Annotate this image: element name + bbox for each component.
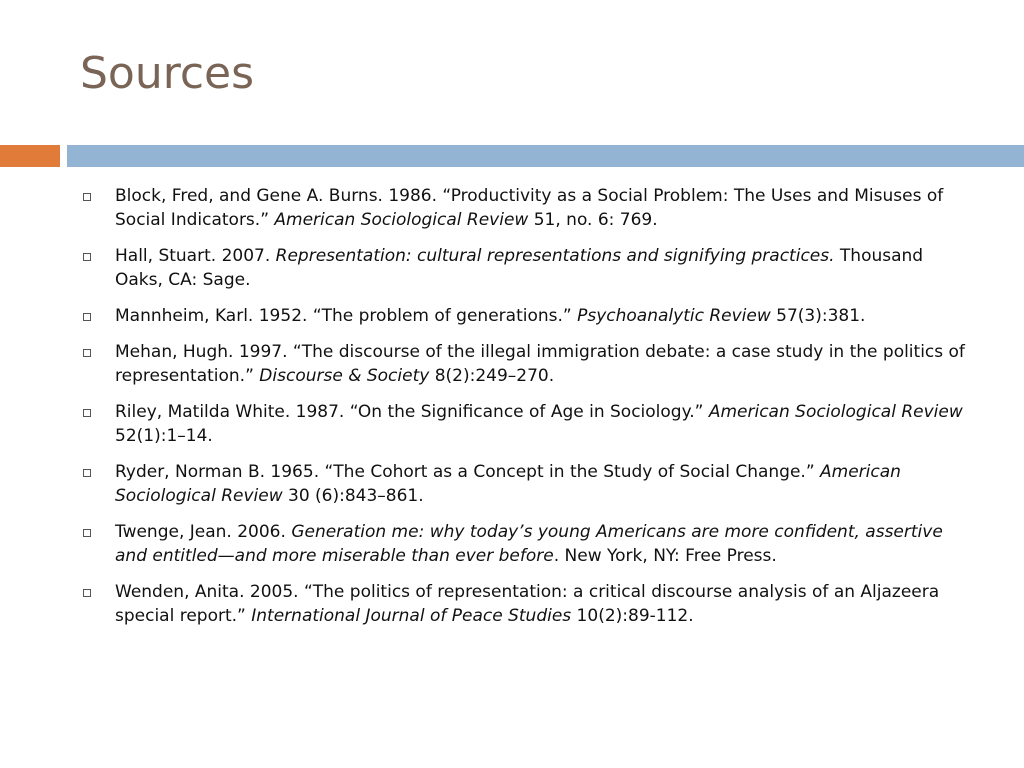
reference-item <box>80 244 976 292</box>
square-bullet-icon <box>83 193 91 201</box>
reference-item <box>80 460 976 508</box>
reference-item <box>80 400 976 448</box>
reference-text: Mehan, Hugh. 1997. “The discourse of the illegal immigration debate: a case study in the politics of representation.” <box>115 342 965 386</box>
reference-text: Mannheim, Karl. 1952. “The problem of generations.” <box>115 306 578 326</box>
reference-text: Ryder, Norman B. 1965. “The Cohort as a Concept in the Study of Social Change.” <box>115 462 821 482</box>
title-divider-bar <box>67 145 1024 167</box>
reference-source: American Sociological Review <box>115 462 901 506</box>
square-bullet-icon <box>83 469 91 477</box>
square-bullet-icon <box>83 313 91 321</box>
reference-item <box>80 184 976 232</box>
reference-source: Generation me: why today’s young Americans are more confident, assertive and entitled—and more miserable than ever before <box>115 522 943 566</box>
square-bullet-icon <box>83 409 91 417</box>
reference-list <box>80 184 976 640</box>
reference-text: Riley, Matilda White. 1987. “On the Significance of Age in Sociology.” <box>115 402 709 422</box>
reference-details: 51, no. 6: 769. <box>528 210 658 230</box>
square-bullet-icon <box>83 589 91 597</box>
reference-details: Thousand Oaks, CA: Sage. <box>115 246 924 290</box>
reference-source: Representation: cultural representations and signifying practices. <box>275 246 835 266</box>
reference-item <box>80 580 976 628</box>
square-bullet-icon <box>83 529 91 537</box>
reference-details: 30 (6):843–861. <box>282 486 424 506</box>
reference-text: Hall, Stuart. 2007. <box>115 246 276 266</box>
reference-text: Block, Fred, and Gene A. Burns. 1986. “Productivity as a Social Problem: The Uses and Misuses of Social Indicators.” <box>115 186 944 230</box>
reference-source: Discourse & Society <box>259 366 430 386</box>
reference-details: 57(3):381. <box>770 306 866 326</box>
reference-details: 10(2):89-112. <box>571 606 694 626</box>
square-bullet-icon <box>83 253 91 261</box>
title-divider-accent <box>0 145 60 167</box>
reference-details: 8(2):249–270. <box>429 366 555 386</box>
reference-source: International Journal of Peace Studies <box>251 606 572 626</box>
square-bullet-icon <box>83 349 91 357</box>
reference-source: Psychoanalytic Review <box>577 306 771 326</box>
reference-details: . New York, NY: Free Press. <box>553 546 777 566</box>
reference-source: American Sociological Review <box>274 210 529 230</box>
slide-title: Sources <box>80 48 255 99</box>
reference-item <box>80 304 976 328</box>
reference-text: Wenden, Anita. 2005. “The politics of representation: a critical discourse analysis of an Aljazeera special report.” <box>115 582 940 626</box>
reference-details: 52(1):1–14. <box>115 426 213 446</box>
reference-item <box>80 520 976 568</box>
reference-text: Twenge, Jean. 2006. <box>115 522 292 542</box>
reference-source: American Sociological Review <box>708 402 963 422</box>
reference-item <box>80 340 976 388</box>
